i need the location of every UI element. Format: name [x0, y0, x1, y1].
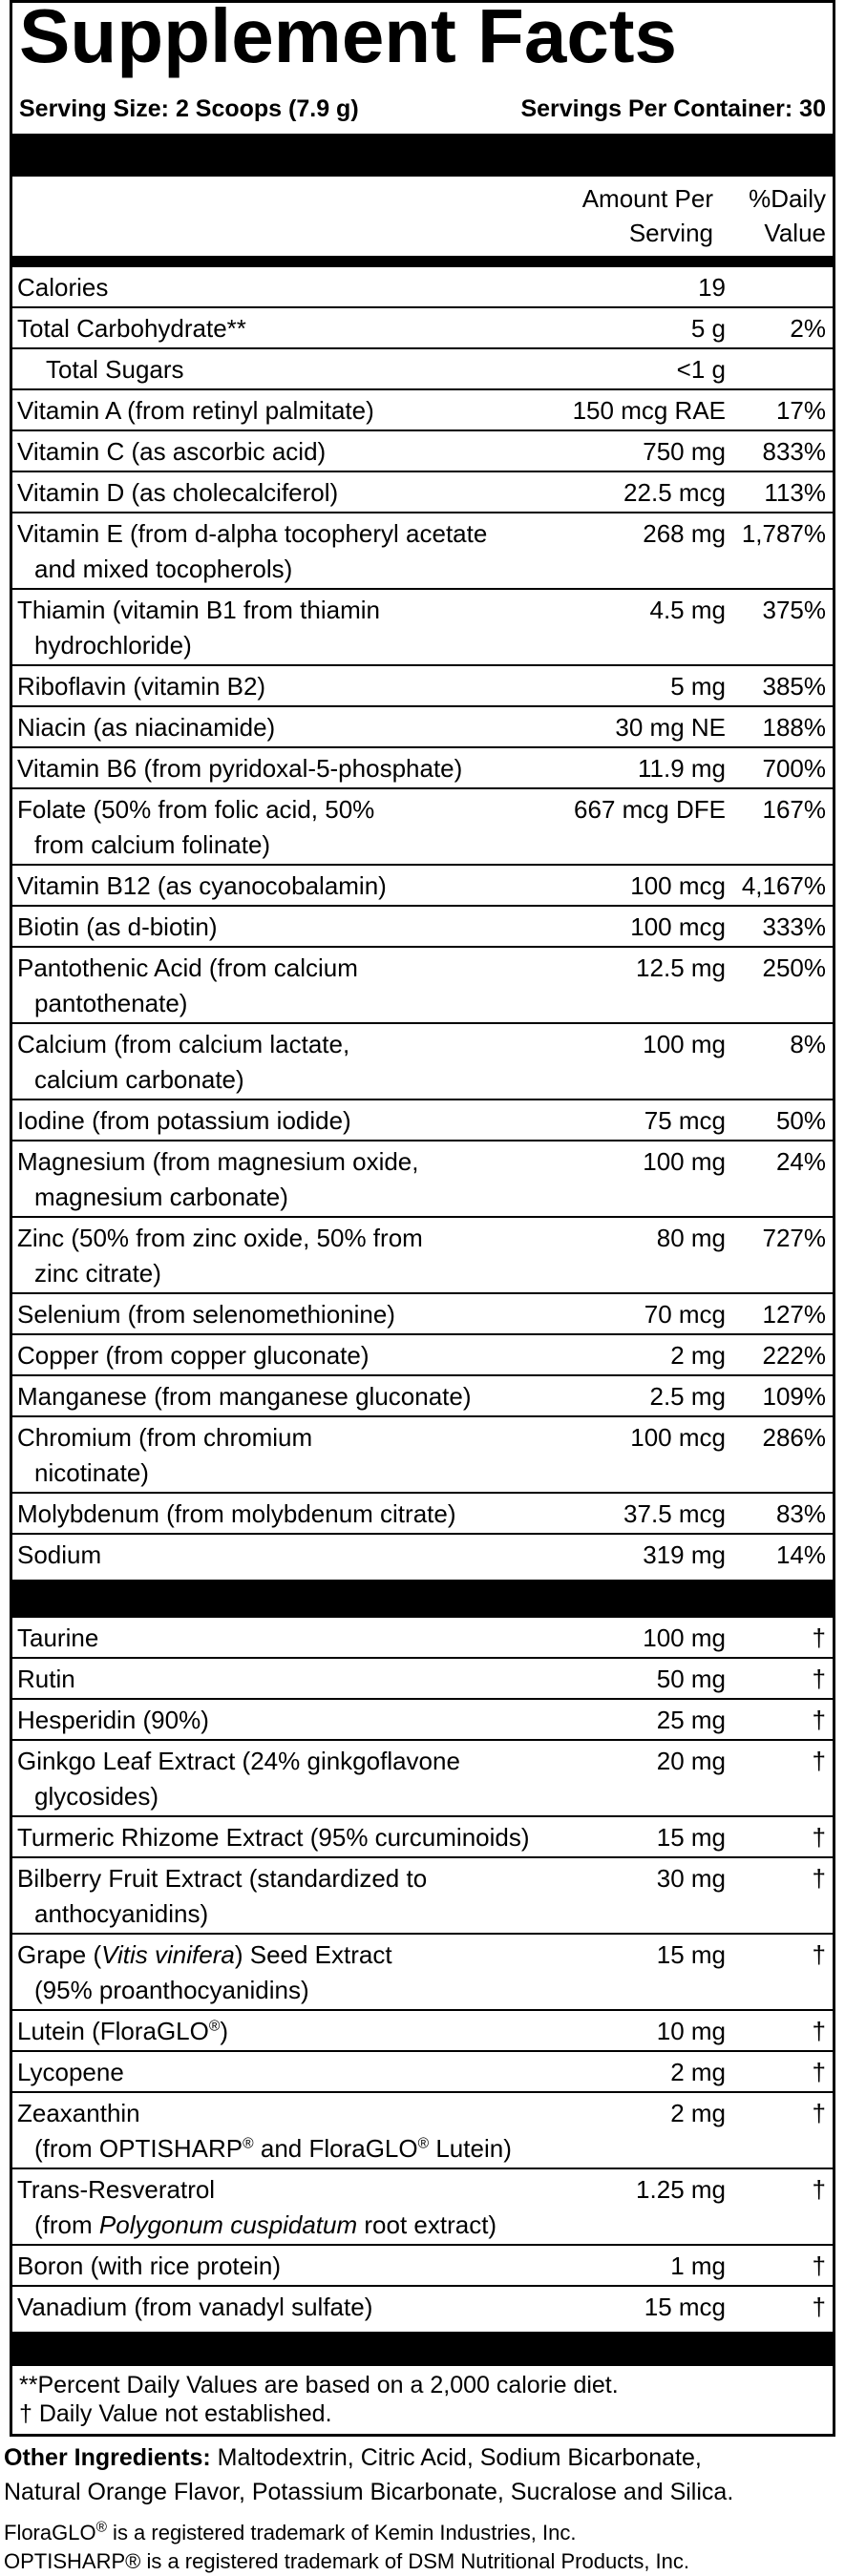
- footnote-daily-values: **Percent Daily Values are based on a 2,000 calorie diet.: [19, 2372, 619, 2398]
- row-daily-value: 700%: [762, 754, 826, 783]
- row-name-line: Turmeric Rhizome Extract (95% curcuminoids): [17, 1823, 530, 1852]
- row-daily-value: 250%: [762, 953, 826, 982]
- row-name-line: Folate (50% from folic acid, 50%: [17, 795, 375, 824]
- row-name-line: Copper (from copper gluconate): [17, 1341, 370, 1370]
- row-daily-value: †: [812, 1623, 826, 1652]
- row-amount: 5 g: [690, 314, 726, 343]
- row-daily-value: †: [812, 1747, 826, 1775]
- row-name: [17, 1338, 609, 1373]
- row-amount: 5 mg: [670, 672, 726, 701]
- nutrient-row: [10, 513, 835, 590]
- row-amount: 22.5 mcg: [623, 478, 726, 507]
- nutrient-row: [10, 1376, 835, 1417]
- servings-per-container: Servings Per Container: 30: [520, 95, 826, 122]
- nutrient-row: [10, 789, 835, 866]
- row-amount: 4.5 mg: [649, 596, 726, 624]
- row-name-line: Boron (with rice protein): [17, 2251, 281, 2280]
- row-name: [17, 2249, 609, 2284]
- thick-divider-middle: [10, 1580, 835, 1618]
- row-amount: 100 mg: [643, 1623, 726, 1652]
- row-name: [17, 2096, 609, 2167]
- row-name: [17, 1297, 609, 1332]
- other-ingredients-text1: Maltodextrin, Citric Acid, Sodium Bicarbonate,: [210, 2444, 702, 2471]
- nutrient-row: [10, 1141, 835, 1218]
- row-name-line: Riboflavin (vitamin B2): [17, 672, 266, 701]
- row-name: [17, 1538, 609, 1573]
- row-name-line: Ginkgo Leaf Extract (24% ginkgoflavone: [17, 1747, 460, 1775]
- row-name: [17, 1662, 609, 1697]
- row-name-line: Vitamin E (from d-alpha tocopheryl acetate: [17, 519, 488, 548]
- row-daily-value: †: [812, 2017, 826, 2045]
- thick-divider-bottom: [10, 2332, 835, 2366]
- row-amount: 667 mcg DFE: [574, 795, 726, 824]
- other-ingredients-label: Other Ingredients:: [4, 2444, 211, 2471]
- row-daily-value: †: [812, 2293, 826, 2321]
- row-amount: 75 mcg: [644, 1106, 726, 1135]
- row-amount: 15 mcg: [644, 2293, 726, 2321]
- nutrient-row: [10, 1417, 835, 1494]
- row-name: [17, 1027, 609, 1098]
- row-name: [17, 1420, 609, 1491]
- row-name-line: magnesium carbonate): [34, 1183, 288, 1211]
- nutrient-row: [10, 1494, 835, 1535]
- nutrient-row: [10, 707, 835, 748]
- row-daily-value: 188%: [762, 713, 826, 742]
- row-name-line: Vitamin C (as ascorbic acid): [17, 437, 327, 466]
- row-name-line: Sodium: [17, 1540, 102, 1569]
- row-name-line: (95% proanthocyanidins): [34, 1976, 309, 2004]
- row-amount: 2 mg: [670, 2099, 726, 2127]
- row-name-line: Niacin (as niacinamide): [17, 713, 276, 742]
- daily-value-header: [749, 181, 826, 250]
- other-ingredient-row: [10, 2169, 835, 2246]
- row-name-line: Vanadium (from vanadyl sulfate): [17, 2293, 373, 2321]
- row-name-line: Vitamin B12 (as cyanocobalamin): [17, 871, 387, 900]
- row-name-line: Molybdenum (from molybdenum citrate): [17, 1499, 456, 1528]
- row-name-line: Vitamin D (as cholecalciferol): [17, 478, 339, 507]
- row-amount: 100 mcg: [630, 1423, 726, 1452]
- row-daily-value: 375%: [762, 596, 826, 624]
- row-name: [17, 1144, 609, 1215]
- nutrient-row: [10, 1100, 835, 1141]
- row-name-line: Biotin (as d-biotin): [17, 912, 218, 941]
- nutrient-row: [10, 1024, 835, 1100]
- row-daily-value: 333%: [762, 912, 826, 941]
- amount-header-line1: Amount Per: [581, 184, 713, 213]
- nutrient-row: [10, 666, 835, 707]
- row-name: [17, 2055, 609, 2090]
- row-name: [17, 516, 609, 587]
- row-amount: 15 mg: [656, 1823, 726, 1852]
- row-daily-value: 4,167%: [741, 871, 826, 900]
- row-amount: 750 mg: [643, 437, 726, 466]
- row-daily-value: 113%: [764, 478, 826, 507]
- row-name: [17, 1379, 609, 1414]
- other-ingredient-row: [10, 1741, 835, 1817]
- trademark-floraglo-name: FloraGLO: [4, 2521, 96, 2545]
- other-ingredient-row: [10, 2052, 835, 2093]
- nutrient-row: [10, 1294, 835, 1335]
- row-name-line: Calories: [17, 273, 109, 302]
- row-name-line: Pantothenic Acid (from calcium: [17, 953, 358, 982]
- row-name-line: Vitamin A (from retinyl palmitate): [17, 396, 374, 425]
- row-amount: 20 mg: [656, 1747, 726, 1775]
- other-ingredients-line2: Natural Orange Flavor, Potassium Bicarbonate, Sucralose and Silica.: [4, 2479, 734, 2505]
- row-amount: 30 mg NE: [615, 713, 726, 742]
- row-daily-value: 727%: [762, 1224, 826, 1252]
- row-name-line: (from Polygonum cuspidatum root extract): [34, 2210, 497, 2239]
- amount-per-serving-header: [582, 181, 713, 250]
- other-ingredient-row: [10, 2093, 835, 2169]
- row-amount: 1.25 mg: [636, 2175, 726, 2204]
- row-name: [17, 593, 609, 663]
- row-daily-value: †: [812, 2175, 826, 2204]
- row-daily-value: 2%: [790, 314, 826, 343]
- row-name-line: nicotinate): [34, 1458, 149, 1487]
- row-name: [17, 1497, 609, 1532]
- row-daily-value: 14%: [775, 1540, 826, 1569]
- row-name-line: Zinc (50% from zinc oxide, 50% from: [17, 1224, 423, 1252]
- other-ingredients-line1: [4, 2440, 702, 2475]
- row-name: [17, 475, 609, 511]
- row-name-line: zinc citrate): [34, 1259, 161, 1288]
- row-amount: 2.5 mg: [649, 1382, 726, 1411]
- other-ingredient-row: [10, 1659, 835, 1700]
- row-name-line: hydrochloride): [34, 631, 192, 660]
- row-name: [17, 311, 609, 346]
- other-ingredient-row: [10, 1700, 835, 1741]
- row-name: [17, 751, 609, 786]
- nutrient-row: [10, 948, 835, 1024]
- row-name: [17, 710, 609, 745]
- row-name-line: Selenium (from selenomethionine): [17, 1300, 395, 1329]
- other-ingredient-row: [10, 1817, 835, 1858]
- nutrient-row: [10, 390, 835, 431]
- row-name-line: Lutein (FloraGLO®): [17, 2017, 229, 2045]
- nutrient-row: [10, 308, 835, 349]
- nutrient-row: [10, 866, 835, 907]
- row-name: [17, 1744, 609, 1814]
- row-name-line: pantothenate): [34, 989, 188, 1017]
- nutrient-row: [10, 590, 835, 666]
- trademark-optisharp: OPTISHARP® is a registered trademark of DSM Nutritional Products, Inc.: [4, 2549, 690, 2573]
- row-name: [17, 1621, 609, 1656]
- row-name: [17, 270, 609, 305]
- row-name: [17, 1820, 609, 1855]
- row-name: [17, 869, 609, 904]
- row-name-line: Thiamin (vitamin B1 from thiamin: [17, 596, 380, 624]
- row-amount: 25 mg: [656, 1706, 726, 1734]
- row-name: [17, 951, 609, 1021]
- row-daily-value: 385%: [762, 672, 826, 701]
- row-name: [17, 1937, 609, 2008]
- row-name-line: Vitamin B6 (from pyridoxal-5-phosphate): [17, 754, 463, 783]
- serving-size: Serving Size: 2 Scoops (7.9 g): [19, 95, 359, 122]
- row-amount: 12.5 mg: [636, 953, 726, 982]
- row-daily-value: 24%: [775, 1147, 826, 1176]
- row-daily-value: 167%: [762, 795, 826, 824]
- row-name: [17, 1103, 609, 1139]
- amount-header-line2: Serving: [628, 219, 713, 247]
- row-name-line: Total Carbohydrate**: [17, 314, 246, 343]
- row-amount: 1 mg: [670, 2251, 726, 2280]
- row-name-line: Bilberry Fruit Extract (standardized to: [17, 1864, 428, 1893]
- row-amount: 100 mcg: [630, 912, 726, 941]
- row-name-line: calcium carbonate): [34, 1065, 244, 1094]
- row-name-line: from calcium folinate): [34, 830, 271, 859]
- dv-header-line1: %Daily: [749, 184, 826, 213]
- nutrient-row: [10, 1535, 835, 1576]
- row-daily-value: 8%: [790, 1030, 826, 1058]
- trademark-floraglo-text: is a registered trademark of Kemin Industries, Inc.: [106, 2521, 577, 2545]
- row-name-line: Calcium (from calcium lactate,: [17, 1030, 350, 1058]
- row-daily-value: 83%: [775, 1499, 826, 1528]
- dv-header-line2: Value: [764, 219, 826, 247]
- nutrient-row: [10, 472, 835, 513]
- row-amount: 50 mg: [656, 1665, 726, 1693]
- row-name-line: and mixed tocopherols): [34, 555, 293, 583]
- row-daily-value: 17%: [775, 396, 826, 425]
- divider-under-header: [10, 256, 835, 267]
- row-daily-value: 127%: [762, 1300, 826, 1329]
- other-ingredient-row: [10, 2246, 835, 2287]
- row-daily-value: †: [812, 1864, 826, 1893]
- row-name-line: Chromium (from chromium: [17, 1423, 313, 1452]
- row-name-line: anthocyanidins): [34, 1899, 209, 1928]
- row-daily-value: 109%: [762, 1382, 826, 1411]
- nutrient-row: [10, 907, 835, 948]
- row-amount: 30 mg: [656, 1864, 726, 1893]
- row-daily-value: †: [812, 1823, 826, 1852]
- nutrient-row: [10, 431, 835, 472]
- row-name: [17, 434, 609, 470]
- row-daily-value: †: [812, 1940, 826, 1969]
- nutrient-row: [10, 267, 835, 308]
- row-amount: 150 mcg RAE: [572, 396, 726, 425]
- row-amount: 268 mg: [643, 519, 726, 548]
- row-amount: 80 mg: [656, 1224, 726, 1252]
- nutrient-row: [10, 748, 835, 789]
- row-name-line: Lycopene: [17, 2058, 124, 2086]
- row-name-line: Magnesium (from magnesium oxide,: [17, 1147, 419, 1176]
- row-amount: 70 mcg: [644, 1300, 726, 1329]
- row-name: [17, 1221, 609, 1291]
- row-daily-value: 286%: [762, 1423, 826, 1452]
- row-name-line: Zeaxanthin: [17, 2099, 140, 2127]
- row-name-line: Total Sugars: [46, 355, 184, 384]
- row-daily-value: 1,787%: [741, 519, 826, 548]
- row-amount: 319 mg: [643, 1540, 726, 1569]
- row-name-line: Iodine (from potassium iodide): [17, 1106, 351, 1135]
- row-amount: 15 mg: [656, 1940, 726, 1969]
- row-name-line: Trans-Resveratrol: [17, 2175, 216, 2204]
- row-amount: 100 mg: [643, 1030, 726, 1058]
- row-name-line: Rutin: [17, 1665, 75, 1693]
- row-daily-value: 833%: [762, 437, 826, 466]
- row-amount: 10 mg: [656, 2017, 726, 2045]
- other-ingredient-row: [10, 1618, 835, 1659]
- row-amount: <1 g: [676, 355, 726, 384]
- row-amount: 2 mg: [670, 1341, 726, 1370]
- row-name: [17, 1861, 609, 1932]
- nutrient-row: [10, 1218, 835, 1294]
- row-name-line: Grape (Vitis vinifera) Seed Extract: [17, 1940, 392, 1969]
- other-ingredient-row: [10, 1858, 835, 1935]
- row-amount: 100 mg: [643, 1147, 726, 1176]
- trademark-floraglo: FloraGLO® is a registered trademark of Kemin Industries, Inc.: [4, 2519, 577, 2545]
- other-ingredient-row: [10, 2011, 835, 2052]
- row-name-line: glycosides): [34, 1782, 159, 1811]
- nutrient-row: [10, 349, 835, 390]
- row-daily-value: †: [812, 2099, 826, 2127]
- row-name-line: (from OPTISHARP® and FloraGLO® Lutein): [34, 2134, 512, 2163]
- row-name-line: Manganese (from manganese gluconate): [17, 1382, 472, 1411]
- row-name-line: Taurine: [17, 1623, 99, 1652]
- row-name-line: Hesperidin (90%): [17, 1706, 209, 1734]
- other-ingredient-row: [10, 1935, 835, 2011]
- other-ingredient-row: [10, 2287, 835, 2328]
- row-daily-value: 222%: [762, 1341, 826, 1370]
- label-title: Supplement Facts: [19, 0, 678, 78]
- row-daily-value: 50%: [775, 1106, 826, 1135]
- thick-divider-top: [10, 134, 835, 177]
- row-amount: 2 mg: [670, 2058, 726, 2086]
- row-name: [46, 352, 638, 387]
- row-amount: 11.9 mg: [637, 754, 726, 783]
- footnote-dagger: † Daily Value not established.: [19, 2400, 332, 2427]
- row-name: [17, 910, 609, 945]
- row-name: [17, 2014, 609, 2049]
- row-name: [17, 669, 609, 704]
- row-amount: 19: [698, 273, 726, 302]
- nutrient-row: [10, 1335, 835, 1376]
- row-name: [17, 2290, 609, 2325]
- row-daily-value: †: [812, 2058, 826, 2086]
- row-name: [17, 393, 609, 429]
- row-name: [17, 1703, 609, 1738]
- row-amount: 100 mcg: [630, 871, 726, 900]
- row-daily-value: †: [812, 2251, 826, 2280]
- row-amount: 37.5 mcg: [623, 1499, 726, 1528]
- row-name: [17, 2172, 609, 2243]
- row-name: [17, 792, 609, 863]
- row-daily-value: †: [812, 1665, 826, 1693]
- row-daily-value: †: [812, 1706, 826, 1734]
